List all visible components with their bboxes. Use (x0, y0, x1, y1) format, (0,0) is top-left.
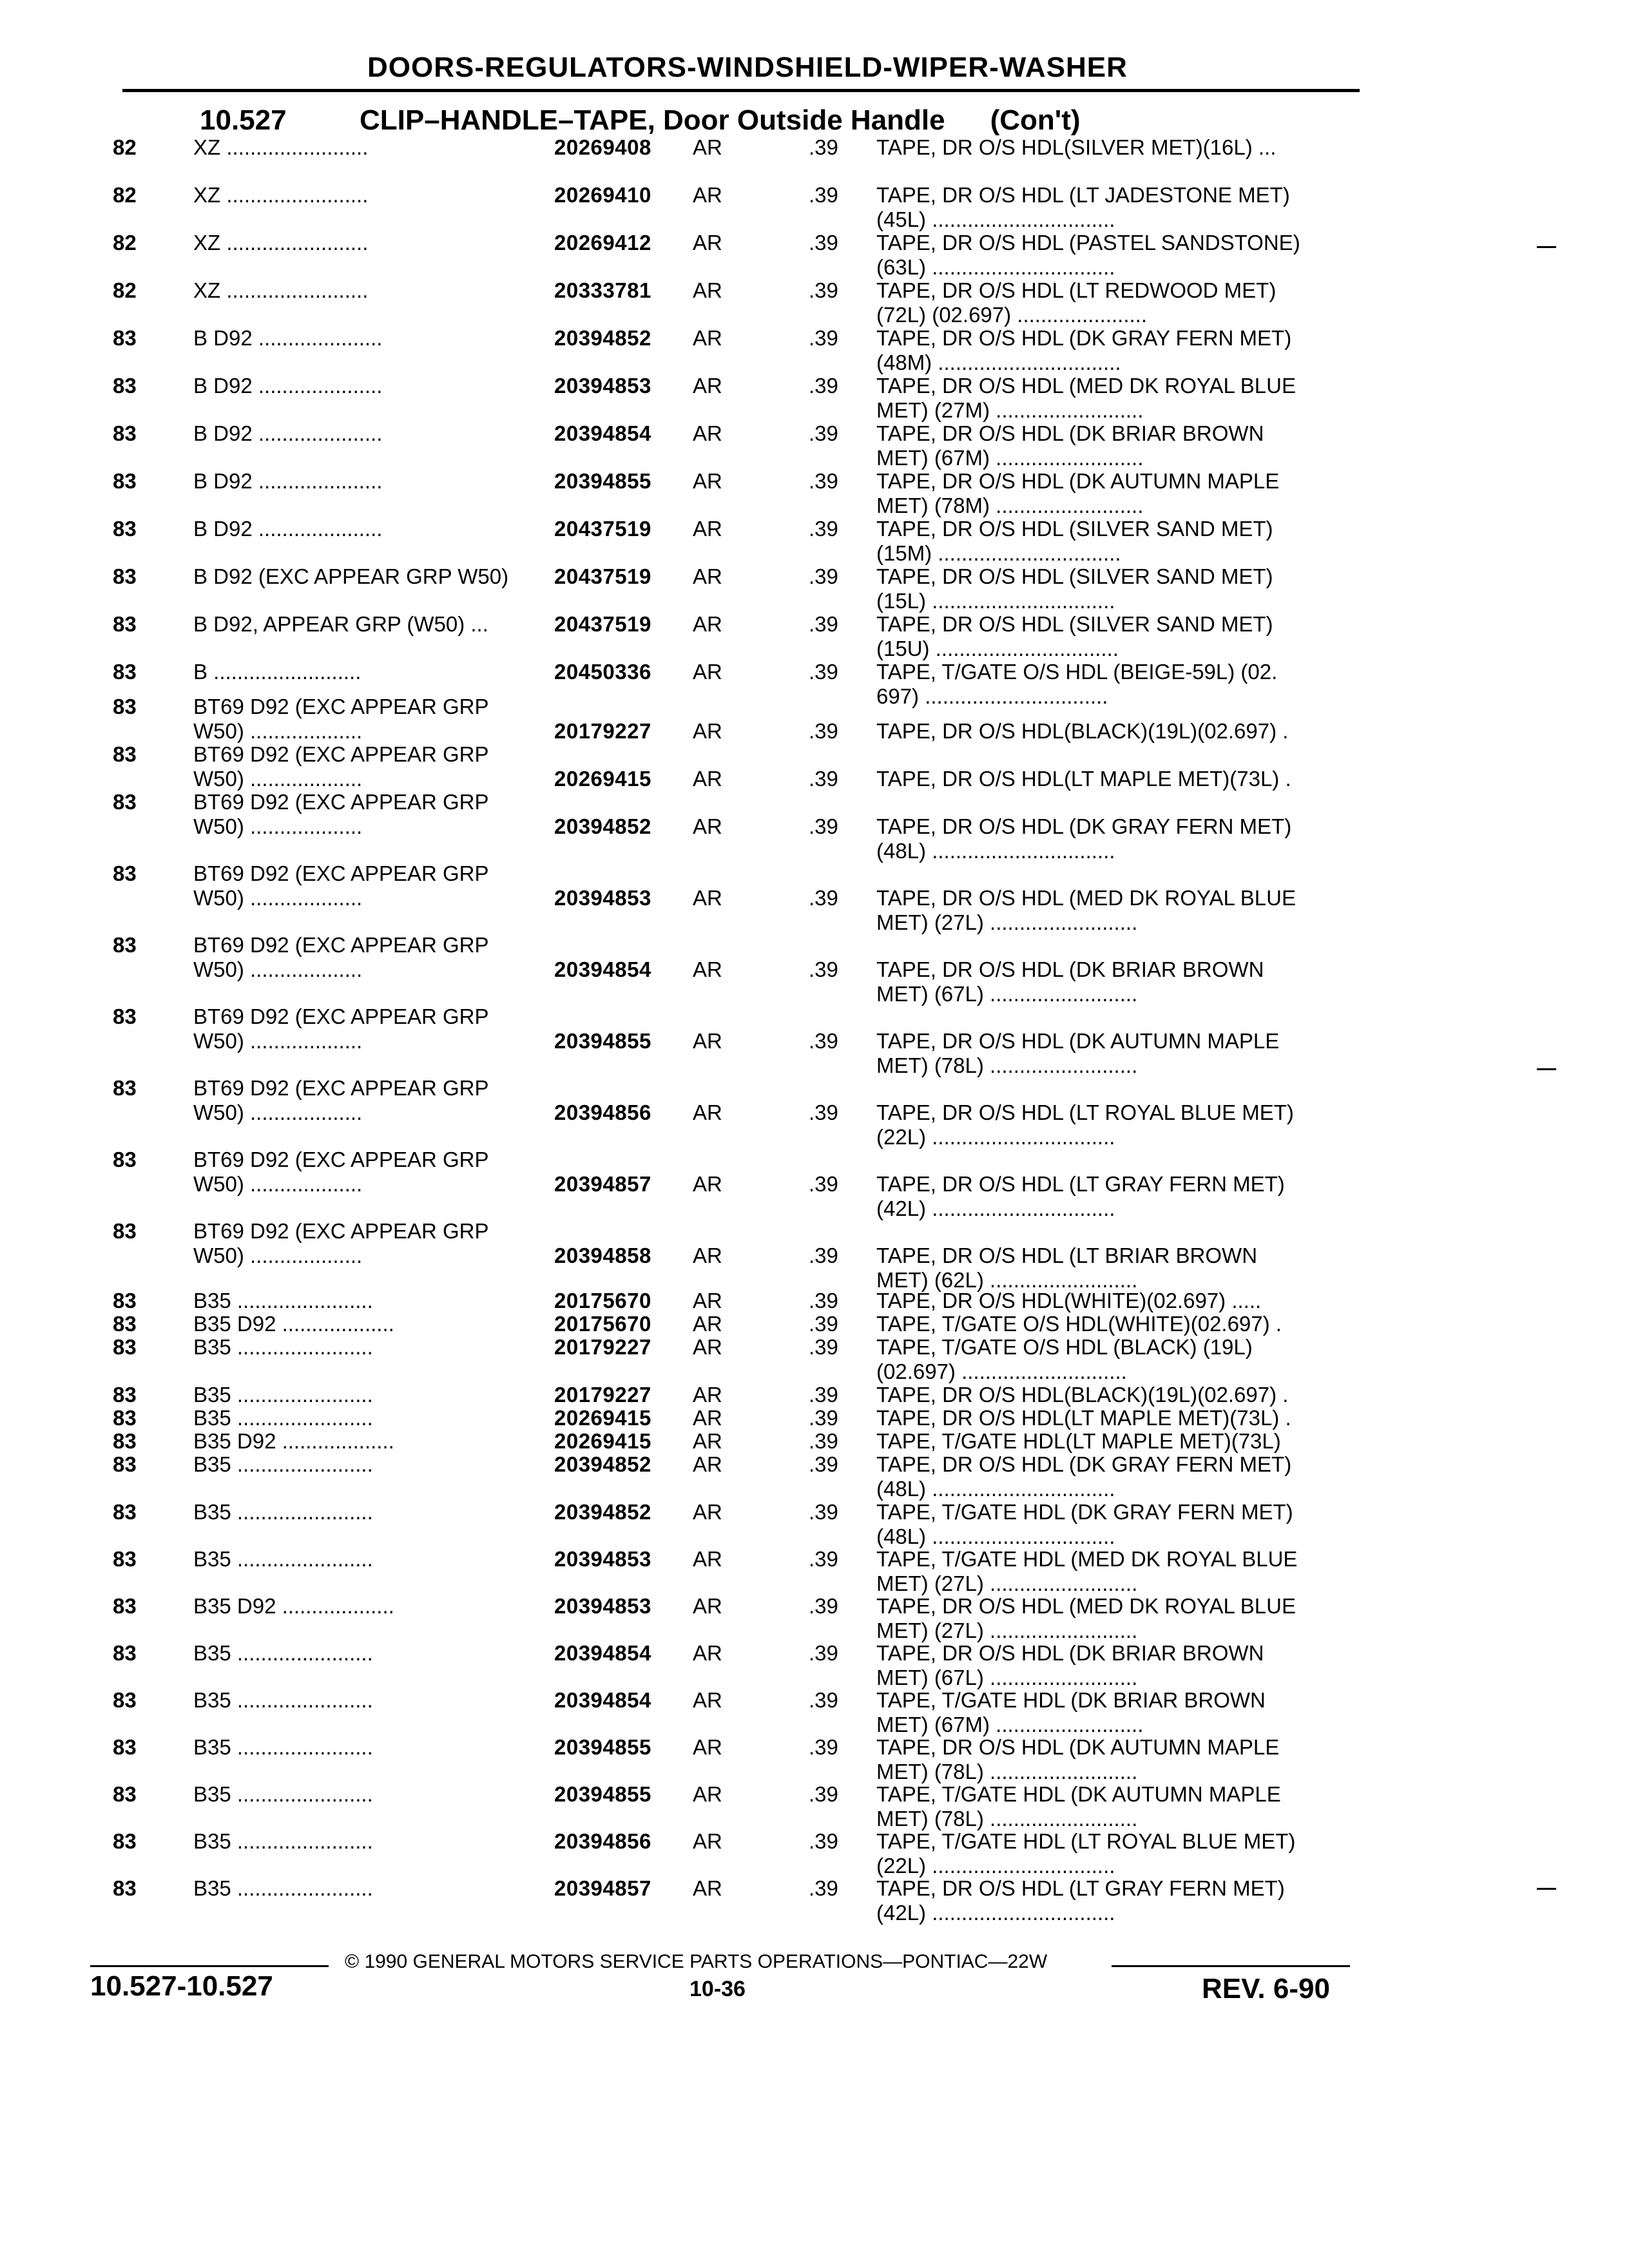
price: .39 (809, 1335, 838, 1359)
parts-list-row (0, 1688, 1629, 1740)
description: TAPE, T/GATE HDL (DK AUTUMN MAPLE MET) (78L) ......................... (876, 1782, 1281, 1831)
ref-number: 83 (113, 1004, 137, 1028)
part-number: 20394857 (554, 1876, 651, 1900)
quantity: AR (693, 1735, 722, 1759)
model-code: B35 ....................... (193, 1688, 373, 1712)
quantity: AR (693, 231, 722, 255)
margin-mark (1537, 246, 1556, 248)
part-number: 20450336 (554, 660, 651, 684)
quantity: AR (693, 1335, 722, 1359)
model-code: B D92 ..................... (193, 326, 383, 350)
description: TAPE, DR O/S HDL (SILVER SAND MET) (15U) ............................... (876, 612, 1273, 660)
price: .39 (809, 612, 838, 636)
model-code: B D92 ..................... (193, 374, 383, 398)
part-number: 20394854 (554, 421, 651, 445)
price: .39 (809, 719, 838, 743)
description: TAPE, DR O/S HDL (SILVER SAND MET) (15L) ............................... (876, 564, 1273, 613)
quantity: AR (693, 886, 722, 910)
parts-list-row (0, 326, 1629, 378)
ref-number: 83 (113, 1829, 137, 1853)
quantity: AR (693, 1244, 722, 1267)
model-code: B D92, APPEAR GRP (W50) ... (193, 612, 488, 636)
model-code: XZ ........................ (193, 183, 369, 207)
description: TAPE, DR O/S HDL (LT ROYAL BLUE MET) (22L) ............................... (876, 1100, 1294, 1149)
part-number: 20394858 (554, 1244, 651, 1267)
part-number: 20179227 (554, 719, 651, 743)
price: .39 (809, 1312, 838, 1336)
description: TAPE, DR O/S HDL (LT JADESTONE MET) (45L) ............................... (876, 183, 1290, 231)
parts-list-row (0, 861, 1629, 934)
model-code: B35 D92 ................... (193, 1312, 394, 1336)
parts-list-row (0, 1076, 1629, 1149)
parts-list-row (0, 1547, 1629, 1599)
part-number: 20394852 (554, 1500, 651, 1524)
price: .39 (809, 1452, 838, 1476)
price: .39 (809, 1029, 838, 1053)
price: .39 (809, 1289, 838, 1312)
description: TAPE, DR O/S HDL (DK BRIAR BROWN MET) (67M) ......................... (876, 421, 1264, 470)
parts-list-row (0, 612, 1629, 664)
price: .39 (809, 957, 838, 981)
price: .39 (809, 814, 838, 838)
description: TAPE, DR O/S HDL(BLACK)(19L)(02.697) . (876, 719, 1289, 743)
description: TAPE, DR O/S HDL (DK AUTUMN MAPLE MET) (78L) ......................... (876, 1735, 1280, 1783)
model-code: BT69 D92 (EXC APPEAR GRP W50) ................... (193, 861, 489, 910)
description: TAPE, DR O/S HDL(BLACK)(19L)(02.697) . (876, 1383, 1289, 1407)
model-code: BT69 D92 (EXC APPEAR GRP W50) ................... (193, 1076, 489, 1124)
parts-list-row (0, 790, 1629, 863)
model-code: BT69 D92 (EXC APPEAR GRP W50) ................... (193, 933, 489, 981)
description: TAPE, DR O/S HDL (SILVER SAND MET) (15M) ............................... (876, 517, 1273, 565)
ref-number: 83 (113, 1688, 137, 1712)
part-number: 20179227 (554, 1335, 651, 1359)
part-number: 20394852 (554, 1452, 651, 1476)
ref-number: 83 (113, 469, 137, 493)
quantity: AR (693, 1289, 722, 1312)
parts-list-row (0, 135, 1629, 187)
parts-list-row (0, 1500, 1629, 1552)
model-code: XZ ........................ (193, 231, 369, 255)
page-header-title: DOORS-REGULATORS-WINDSHIELD-WIPER-WASHER (367, 52, 1128, 83)
part-number: 20179227 (554, 1383, 651, 1407)
price: .39 (809, 1688, 838, 1712)
quantity: AR (693, 1688, 722, 1712)
parts-list-row (0, 1641, 1629, 1693)
margin-mark (1537, 1888, 1556, 1890)
part-number: 20394853 (554, 1594, 651, 1618)
model-code: B35 ....................... (193, 1641, 373, 1665)
description: TAPE, DR O/S HDL (DK GRAY FERN MET) (48M) ............................... (876, 326, 1292, 374)
part-number: 20394853 (554, 1547, 651, 1571)
ref-number: 83 (113, 421, 137, 445)
part-number: 20394855 (554, 1735, 651, 1759)
ref-number: 83 (113, 612, 137, 636)
quantity: AR (693, 1312, 722, 1336)
parts-list-row (0, 1335, 1629, 1387)
part-number: 20175670 (554, 1312, 651, 1336)
ref-number: 83 (113, 517, 137, 541)
quantity: AR (693, 719, 722, 743)
description: TAPE, DR O/S HDL (DK AUTUMN MAPLE MET) (78L) ......................... (876, 1029, 1280, 1077)
model-code: BT69 D92 (EXC APPEAR GRP W50) ................... (193, 695, 489, 743)
part-number: 20269415 (554, 1406, 651, 1430)
part-number: 20394854 (554, 1688, 651, 1712)
description: TAPE, T/GATE O/S HDL(WHITE)(02.697) . (876, 1312, 1282, 1336)
ref-number: 83 (113, 1406, 137, 1430)
section-continued: (Con't) (990, 104, 1081, 136)
parts-list-row (0, 1004, 1629, 1077)
ref-number: 83 (113, 1429, 137, 1453)
ref-number: 83 (113, 1383, 137, 1407)
parts-list-row (0, 374, 1629, 425)
quantity: AR (693, 612, 722, 636)
price: .39 (809, 1429, 838, 1453)
description: TAPE, DR O/S HDL(WHITE)(02.697) ..... (876, 1289, 1262, 1312)
price: .39 (809, 1172, 838, 1196)
part-number: 20394853 (554, 374, 651, 398)
price: .39 (809, 1876, 838, 1900)
ref-number: 83 (113, 861, 137, 885)
quantity: AR (693, 469, 722, 493)
quantity: AR (693, 1547, 722, 1571)
section-number: 10.527 (200, 104, 287, 136)
description: TAPE, DR O/S HDL (PASTEL SANDSTONE) (63L) ............................... (876, 231, 1300, 279)
quantity: AR (693, 374, 722, 398)
model-code: XZ ........................ (193, 278, 369, 302)
description: TAPE, T/GATE HDL (DK BRIAR BROWN MET) (67M) ......................... (876, 1688, 1266, 1736)
ref-number: 83 (113, 1735, 137, 1759)
quantity: AR (693, 1641, 722, 1665)
price: .39 (809, 1244, 838, 1267)
quantity: AR (693, 660, 722, 684)
parts-list-row (0, 1782, 1629, 1834)
part-number: 20394852 (554, 814, 651, 838)
model-code: B35 ....................... (193, 1500, 373, 1524)
quantity: AR (693, 1383, 722, 1407)
price: .39 (809, 278, 838, 302)
description: TAPE, DR O/S HDL (DK GRAY FERN MET) (48L) ............................... (876, 1452, 1292, 1501)
parts-list-row (0, 231, 1629, 282)
parts-list-row (0, 278, 1629, 330)
parts-list-row (0, 742, 1629, 794)
model-code: B35 ....................... (193, 1547, 373, 1571)
ref-number: 82 (113, 135, 137, 159)
price: .39 (809, 183, 838, 207)
price: .39 (809, 1735, 838, 1759)
price: .39 (809, 1500, 838, 1524)
ref-number: 83 (113, 660, 137, 684)
description: TAPE, DR O/S HDL (LT BRIAR BROWN MET) (62L) ......................... (876, 1244, 1258, 1292)
part-number: 20333781 (554, 278, 651, 302)
price: .39 (809, 135, 838, 159)
parts-list-row (0, 183, 1629, 235)
quantity: AR (693, 564, 722, 588)
quantity: AR (693, 517, 722, 541)
description: TAPE, T/GATE HDL (LT ROYAL BLUE MET) (22L) ............................... (876, 1829, 1296, 1878)
model-code: B35 ....................... (193, 1782, 373, 1806)
description: TAPE, DR O/S HDL (LT REDWOOD MET) (72L) (02.697) ...................... (876, 278, 1277, 327)
footer-section-range: 10.527-10.527 (90, 1970, 273, 2002)
price: .39 (809, 1547, 838, 1571)
header-rule (122, 89, 1360, 92)
part-number: 20437519 (554, 612, 651, 636)
description: TAPE, DR O/S HDL (LT GRAY FERN MET) (42L) ............................... (876, 1172, 1285, 1220)
description: TAPE, DR O/S HDL (LT GRAY FERN MET) (42L) ............................... (876, 1876, 1285, 1925)
model-code: B35 D92 ................... (193, 1594, 394, 1618)
model-code: B35 D92 ................... (193, 1429, 394, 1453)
model-code: B D92 ..................... (193, 421, 383, 445)
parts-list-row (0, 564, 1629, 616)
price: .39 (809, 660, 838, 684)
price: .39 (809, 1100, 838, 1124)
part-number: 20394855 (554, 1782, 651, 1806)
price: .39 (809, 886, 838, 910)
description: TAPE, DR O/S HDL (MED DK ROYAL BLUE MET) (27L) ......................... (876, 886, 1296, 934)
quantity: AR (693, 1406, 722, 1430)
parts-list-row (0, 421, 1629, 473)
description: TAPE, DR O/S HDL (MED DK ROYAL BLUE MET) (27M) ......................... (876, 374, 1296, 422)
quantity: AR (693, 183, 722, 207)
description: TAPE, DR O/S HDL (DK GRAY FERN MET) (48L) ............................... (876, 814, 1292, 863)
ref-number: 83 (113, 1876, 137, 1900)
model-code: BT69 D92 (EXC APPEAR GRP W50) ................... (193, 1148, 489, 1196)
part-number: 20394856 (554, 1829, 651, 1853)
ref-number: 83 (113, 374, 137, 398)
ref-number: 83 (113, 1641, 137, 1665)
quantity: AR (693, 1782, 722, 1806)
model-code: BT69 D92 (EXC APPEAR GRP W50) ................... (193, 790, 489, 838)
model-code: B35 ....................... (193, 1735, 373, 1759)
section-title: CLIP–HANDLE–TAPE, Door Outside Handle (360, 104, 945, 136)
price: .39 (809, 374, 838, 398)
ref-number: 82 (113, 183, 137, 207)
description: TAPE, T/GATE O/S HDL (BLACK) (19L) (02.697) ............................ (876, 1335, 1253, 1383)
price: .39 (809, 1782, 838, 1806)
parts-list-row (0, 1148, 1629, 1220)
parts-list-row (0, 1219, 1629, 1292)
ref-number: 83 (113, 933, 137, 957)
model-code: BT69 D92 (EXC APPEAR GRP W50) ................... (193, 742, 489, 791)
price: .39 (809, 421, 838, 445)
part-number: 20175670 (554, 1289, 651, 1312)
ref-number: 83 (113, 742, 137, 766)
model-code: B35 ....................... (193, 1829, 373, 1853)
ref-number: 83 (113, 1452, 137, 1476)
part-number: 20269410 (554, 183, 651, 207)
model-code: B35 ....................... (193, 1335, 373, 1359)
quantity: AR (693, 1594, 722, 1618)
footer-rule-right (1112, 1965, 1350, 1967)
parts-list-row (0, 517, 1629, 568)
description: TAPE, DR O/S HDL (DK BRIAR BROWN MET) (67L) ......................... (876, 1641, 1264, 1689)
ref-number: 83 (113, 326, 137, 350)
description: TAPE, DR O/S HDL (MED DK ROYAL BLUE MET) (27L) ......................... (876, 1594, 1296, 1642)
model-code: B35 ....................... (193, 1406, 373, 1430)
price: .39 (809, 326, 838, 350)
description: TAPE, T/GATE HDL(LT MAPLE MET)(73L) (876, 1429, 1281, 1453)
part-number: 20394857 (554, 1172, 651, 1196)
ref-number: 83 (113, 1594, 137, 1618)
ref-number: 83 (113, 1782, 137, 1806)
description: TAPE, T/GATE HDL (DK GRAY FERN MET) (48L) ............................... (876, 1500, 1293, 1548)
ref-number: 83 (113, 790, 137, 814)
part-number: 20394854 (554, 957, 651, 981)
model-code: B35 ....................... (193, 1289, 373, 1312)
ref-number: 82 (113, 231, 137, 255)
model-code: BT69 D92 (EXC APPEAR GRP W50) ................... (193, 1004, 489, 1053)
quantity: AR (693, 326, 722, 350)
part-number: 20269415 (554, 767, 651, 791)
price: .39 (809, 517, 838, 541)
price: .39 (809, 1594, 838, 1618)
description: TAPE, DR O/S HDL (DK BRIAR BROWN MET) (67L) ......................... (876, 957, 1264, 1006)
part-number: 20394854 (554, 1641, 651, 1665)
ref-number: 83 (113, 1289, 137, 1312)
model-code: XZ ........................ (193, 135, 369, 159)
quantity: AR (693, 957, 722, 981)
price: .39 (809, 767, 838, 791)
part-number: 20437519 (554, 564, 651, 588)
parts-list-row (0, 1594, 1629, 1646)
model-code: B35 ....................... (193, 1452, 373, 1476)
footer-copyright: © 1990 GENERAL MOTORS SERVICE PARTS OPERATIONS—PONTIAC—22W (345, 1951, 1048, 1972)
footer-revision: REV. 6-90 (1202, 1973, 1330, 2004)
ref-number: 83 (113, 1219, 137, 1243)
parts-list-row (0, 933, 1629, 1006)
parts-list-row (0, 695, 1629, 746)
section-heading (200, 104, 1081, 137)
model-code: B35 ....................... (193, 1383, 373, 1407)
quantity: AR (693, 135, 722, 159)
model-code: B D92 ..................... (193, 469, 383, 493)
model-code: B D92 (EXC APPEAR GRP W50) (193, 564, 509, 588)
description: TAPE, T/GATE HDL (MED DK ROYAL BLUE MET) (27L) ......................... (876, 1547, 1298, 1595)
margin-mark (1537, 1068, 1556, 1070)
model-code: B D92 ..................... (193, 517, 383, 541)
part-number: 20394855 (554, 1029, 651, 1053)
ref-number: 83 (113, 1076, 137, 1100)
ref-number: 83 (113, 564, 137, 588)
parts-list-row (0, 1735, 1629, 1787)
footer-page-number: 10-36 (689, 1977, 746, 2001)
quantity: AR (693, 278, 722, 302)
parts-list-row (0, 469, 1629, 521)
ref-number: 83 (113, 1500, 137, 1524)
model-code: BT69 D92 (EXC APPEAR GRP W50) ................... (193, 1219, 489, 1267)
price: .39 (809, 1829, 838, 1853)
price: .39 (809, 469, 838, 493)
description: TAPE, DR O/S HDL (DK AUTUMN MAPLE MET) (78M) ......................... (876, 469, 1280, 517)
part-number: 20394855 (554, 469, 651, 493)
price: .39 (809, 1641, 838, 1665)
quantity: AR (693, 421, 722, 445)
quantity: AR (693, 1500, 722, 1524)
quantity: AR (693, 1100, 722, 1124)
part-number: 20269412 (554, 231, 651, 255)
footer-rule-left (90, 1965, 329, 1967)
model-code: B35 ....................... (193, 1876, 373, 1900)
part-number: 20269415 (554, 1429, 651, 1453)
description: TAPE, DR O/S HDL(SILVER MET)(16L) ... (876, 135, 1277, 159)
price: .39 (809, 564, 838, 588)
price: .39 (809, 1406, 838, 1430)
ref-number: 83 (113, 695, 137, 718)
ref-number: 83 (113, 1312, 137, 1336)
ref-number: 83 (113, 1547, 137, 1571)
ref-number: 82 (113, 278, 137, 302)
quantity: AR (693, 1876, 722, 1900)
description: TAPE, DR O/S HDL(LT MAPLE MET)(73L) . (876, 1406, 1291, 1430)
part-number: 20394856 (554, 1100, 651, 1124)
quantity: AR (693, 1172, 722, 1196)
part-number: 20269408 (554, 135, 651, 159)
price: .39 (809, 1383, 838, 1407)
quantity: AR (693, 1829, 722, 1853)
description: TAPE, DR O/S HDL(LT MAPLE MET)(73L) . (876, 767, 1291, 791)
parts-list-row (0, 1829, 1629, 1881)
parts-list-row (0, 1876, 1629, 1928)
price: .39 (809, 231, 838, 255)
quantity: AR (693, 1429, 722, 1453)
part-number: 20437519 (554, 517, 651, 541)
quantity: AR (693, 814, 722, 838)
model-code: B ......................... (193, 660, 361, 684)
part-number: 20394852 (554, 326, 651, 350)
quantity: AR (693, 1452, 722, 1476)
ref-number: 83 (113, 1335, 137, 1359)
quantity: AR (693, 767, 722, 791)
parts-list (0, 135, 1629, 1927)
parts-list-row (0, 1452, 1629, 1504)
part-number: 20394853 (554, 886, 651, 910)
description: TAPE, T/GATE O/S HDL (BEIGE-59L) (02. 697) ............................... (876, 660, 1278, 708)
ref-number: 83 (113, 1148, 137, 1171)
quantity: AR (693, 1029, 722, 1053)
